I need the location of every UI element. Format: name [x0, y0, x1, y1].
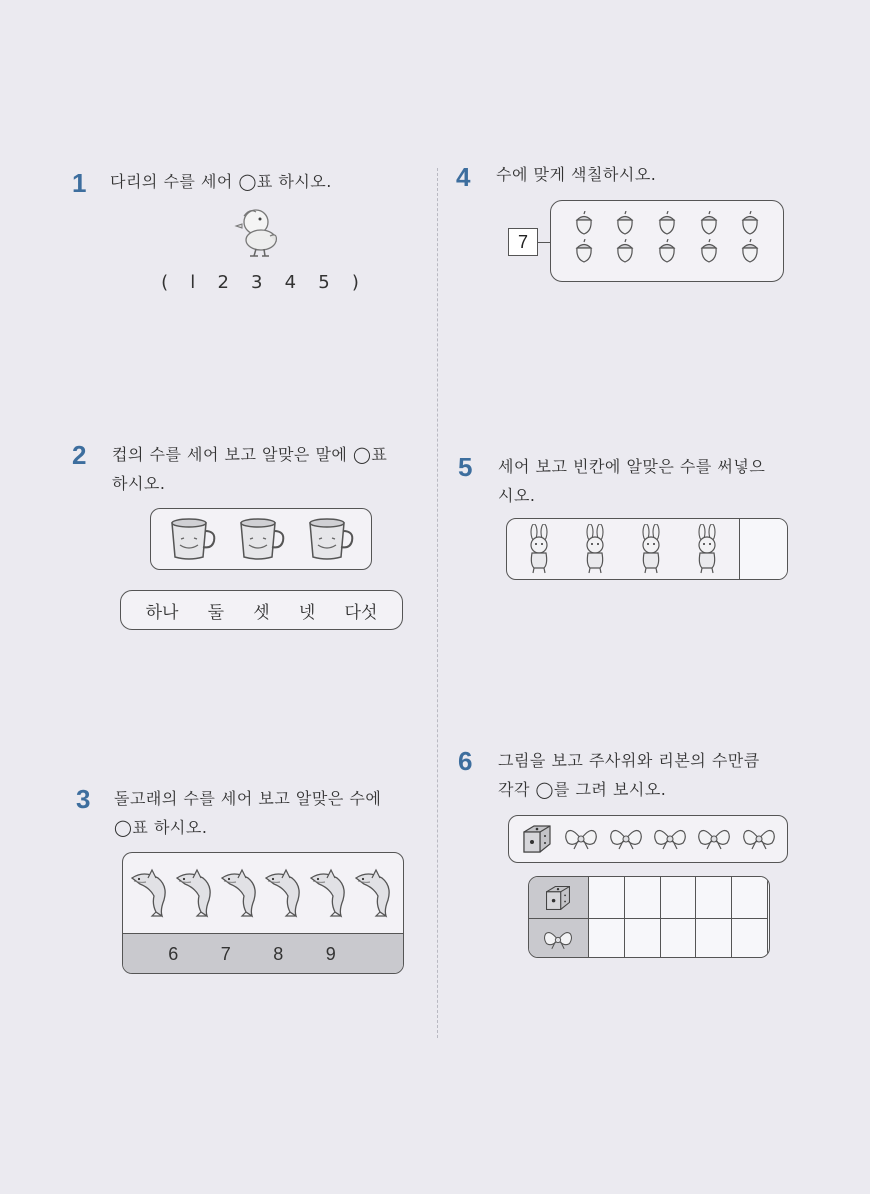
- cup-icon: [304, 517, 356, 561]
- q4-prompt: 수에 맞게 색칠하시오.: [496, 165, 657, 184]
- q5-prompt-line1: 세어 보고 빈칸에 알맞은 수를 써넣으: [498, 457, 766, 476]
- acorn-icon[interactable]: [614, 239, 636, 263]
- dolphin-icon: [130, 868, 172, 918]
- q5-rabbits: [507, 519, 739, 579]
- q2-choice-four[interactable]: 넷: [298, 602, 316, 623]
- q4-acorn-panel: [550, 200, 784, 282]
- ribbon-icon: [564, 827, 598, 851]
- q1-choice-2[interactable]: 2: [217, 271, 229, 293]
- acorn-icon[interactable]: [739, 239, 761, 263]
- q3-prompt: [114, 784, 381, 842]
- q3-choice-7[interactable]: 7: [220, 944, 231, 964]
- q2-choices: [121, 591, 402, 629]
- q6-grid-row-dice: [529, 877, 768, 919]
- acorn-icon[interactable]: [739, 211, 761, 235]
- ribbon-icon: [742, 827, 776, 851]
- column-divider: [437, 168, 438, 1038]
- ribbon-icon: [543, 928, 573, 952]
- rabbit-icon: [524, 524, 554, 574]
- acorn-icon[interactable]: [573, 211, 595, 235]
- q6-grid-cell[interactable]: [624, 919, 660, 959]
- q3-dolphins: [123, 853, 403, 933]
- acorn-icon[interactable]: [614, 211, 636, 235]
- q1-choice-1[interactable]: l: [190, 271, 196, 293]
- dolphin-icon: [309, 868, 351, 918]
- q2-choice-five[interactable]: 다섯: [344, 602, 378, 623]
- q2-prompt: [112, 440, 387, 498]
- q1-choice-5[interactable]: 5: [318, 271, 330, 293]
- q6-grid-cell[interactable]: [732, 877, 768, 919]
- q2-cup-panel: [150, 508, 372, 570]
- ribbon-icon: [697, 827, 731, 851]
- q6-grid-cell[interactable]: [696, 877, 732, 919]
- q6-grid-header-dice: [529, 877, 589, 919]
- q2-prompt-line1: 컵의 수를 세어 보고 알맞은 말에 ◯표: [112, 445, 388, 464]
- q6-grid-cell[interactable]: [588, 919, 624, 959]
- q3-choice-8[interactable]: 8: [273, 944, 284, 964]
- q2-choice-three[interactable]: 셋: [253, 602, 270, 623]
- q1-choice-4[interactable]: 4: [284, 271, 297, 293]
- dice-icon: [543, 881, 573, 915]
- q1-choice-close: ): [351, 271, 359, 293]
- q1-choice-open: (: [161, 271, 169, 293]
- rabbit-icon: [580, 524, 610, 574]
- q3-dolphin-panel: [122, 852, 404, 974]
- q6-grid-cell[interactable]: [732, 919, 768, 959]
- acorn-icon[interactable]: [698, 239, 720, 263]
- q6-grid-cell[interactable]: [660, 877, 696, 919]
- q5-prompt-line2: 시오.: [498, 486, 536, 505]
- q6-item-panel: [508, 815, 788, 863]
- q2-number: 2: [72, 440, 87, 470]
- cup-icon: [166, 517, 218, 561]
- q1-number: 1: [72, 168, 87, 198]
- acorn-icon[interactable]: [573, 239, 595, 263]
- q3-choice-6[interactable]: 6: [168, 944, 179, 964]
- q6-grid-cell[interactable]: [624, 877, 660, 919]
- dolphin-icon: [354, 868, 396, 918]
- q6-prompt-line2: 각각 ◯를 그려 보시오.: [498, 780, 667, 799]
- q3-choice-strip: [123, 933, 403, 974]
- q6-grid-header-ribbon: [529, 919, 589, 959]
- q5-answer-box[interactable]: [739, 519, 788, 579]
- dice-icon: [520, 822, 554, 856]
- rabbit-icon: [692, 524, 722, 574]
- q4-number: 4: [456, 162, 471, 192]
- acorn-icon[interactable]: [698, 211, 720, 235]
- q6-number: 6: [458, 746, 473, 776]
- q5-rabbit-panel: [506, 518, 788, 580]
- q2-prompt-line2: 하시오.: [112, 474, 166, 493]
- q5-number: 5: [458, 452, 473, 482]
- ribbon-icon: [653, 827, 687, 851]
- q6-items: [509, 816, 787, 862]
- q2-choice-panel: [120, 590, 403, 630]
- q6-grid-table: [528, 876, 768, 958]
- q6-prompt: [498, 746, 760, 804]
- q3-choices: [147, 934, 357, 974]
- q6-prompt-line1: 그림을 보고 주사위와 리본의 수만큼: [498, 751, 760, 770]
- q2-choice-two[interactable]: 둘: [207, 602, 225, 623]
- dolphin-icon: [264, 868, 306, 918]
- q3-number: 3: [76, 784, 91, 814]
- dolphin-icon: [175, 868, 217, 918]
- ribbon-icon: [609, 827, 643, 851]
- q3-choice-9[interactable]: 9: [325, 944, 336, 964]
- duck-icon: [234, 204, 284, 258]
- q3-prompt-line2: ◯표 하시오.: [114, 818, 208, 837]
- acorn-icon[interactable]: [656, 239, 678, 263]
- cup-icon: [235, 517, 287, 561]
- q2-cups: [151, 509, 371, 569]
- q4-target-number: 7: [508, 228, 538, 256]
- q1-choice-3[interactable]: 3: [251, 271, 263, 293]
- q1-prompt: 다리의 수를 세어 ◯표 하시오.: [110, 172, 332, 191]
- q5-prompt: [498, 452, 765, 510]
- q2-choice-one[interactable]: 하나: [145, 602, 179, 623]
- rabbit-icon: [636, 524, 666, 574]
- q6-answer-grid: [528, 876, 770, 958]
- acorn-icon[interactable]: [656, 211, 678, 235]
- q4-acorns: [551, 201, 783, 273]
- q3-prompt-line1: 돌고래의 수를 세어 보고 알맞은 수에: [114, 789, 382, 808]
- q6-grid-cell[interactable]: [660, 919, 696, 959]
- q6-grid-cell[interactable]: [696, 919, 732, 959]
- q6-grid-row-ribbon: [529, 919, 768, 959]
- dolphin-icon: [220, 868, 262, 918]
- q1-choices: [150, 268, 370, 296]
- q6-grid-cell[interactable]: [588, 877, 624, 919]
